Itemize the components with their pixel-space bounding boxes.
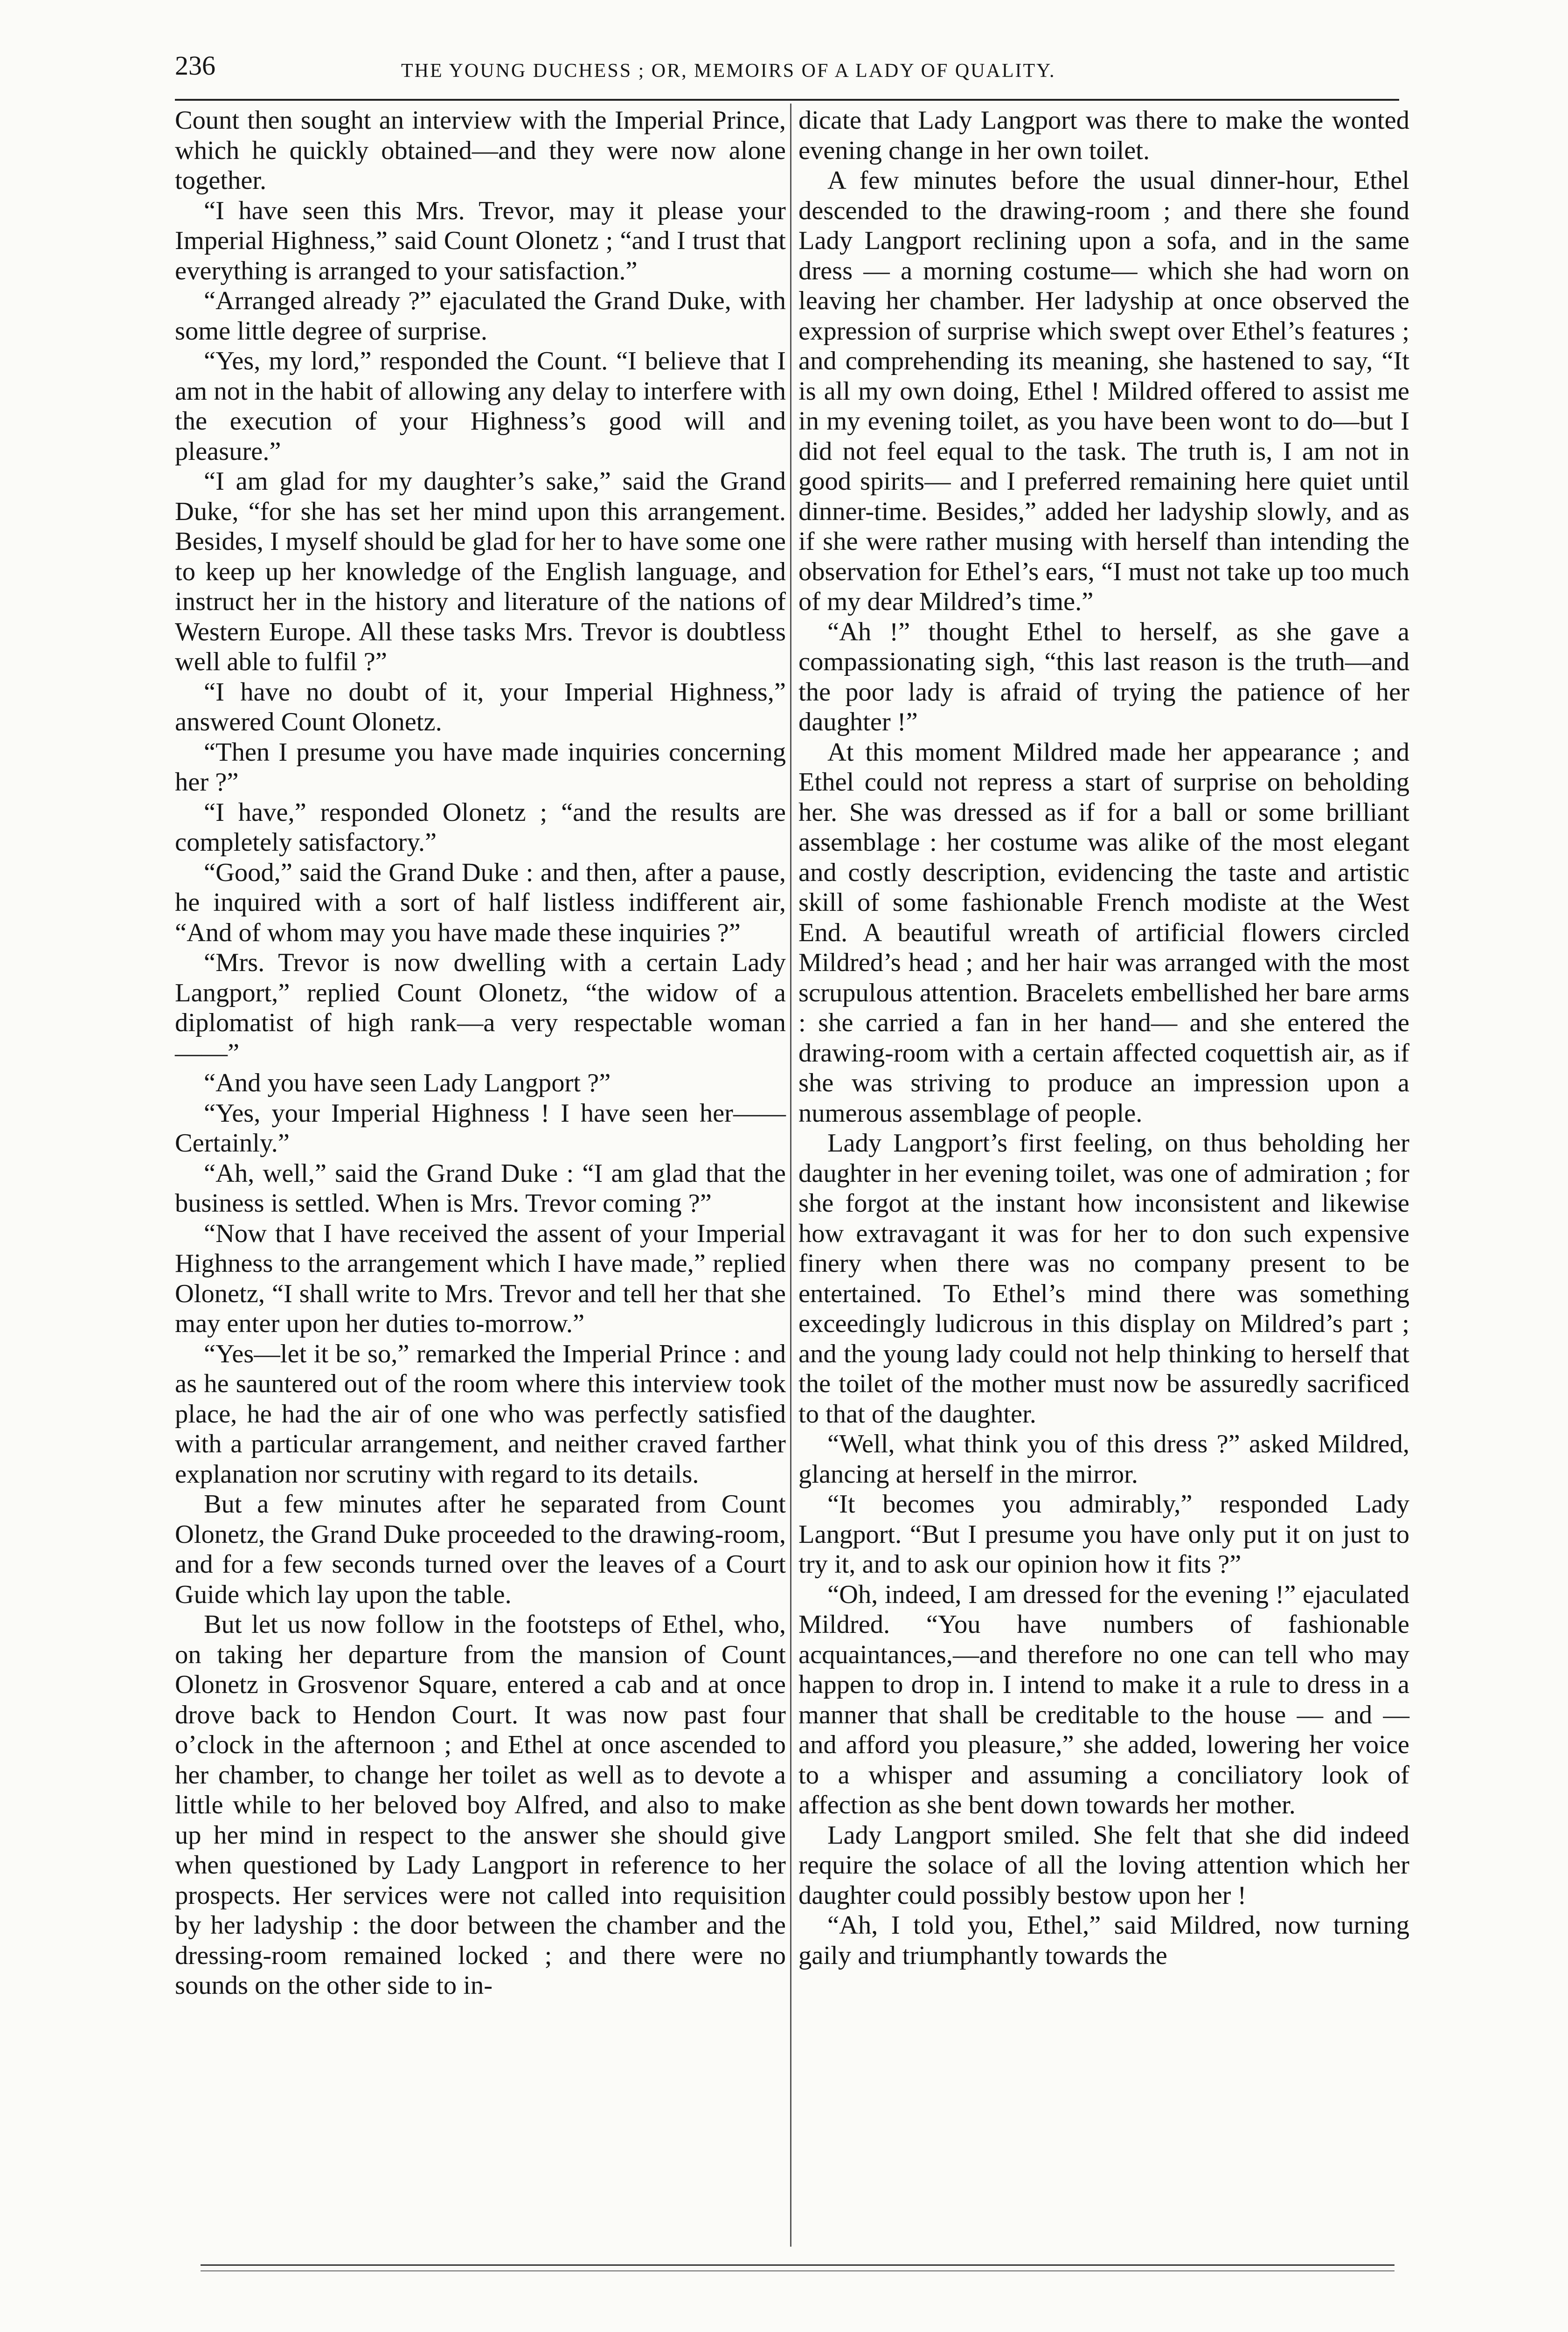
paragraph: “It becomes you admirably,” responded Lady Langport. “But I presume you have only put it on just to try it, and to ask our opinion how it fits ?” [798,1490,1409,1579]
paragraph: “Now that I have received the assent of your Imperial Highness to the arrangement which I have made,” replied Olonetz, “I shall write to Mrs. Trevor and tell her that she may enter upon her duties to-morrow.” [175,1219,786,1338]
left-column [175,105,786,2001]
paragraph: dicate that Lady Langport was there to make the wonted evening change in her own toilet. [798,106,1409,165]
page-number: 236 [175,50,215,81]
paragraph: “I am glad for my daughter’s sake,” said the Grand Duke, “for she has set her mind upon this arrangement. Besides, I myself should be glad for her to have some one to keep up her knowledge of the English language, and instruct her in the history and literature of the nations of Western Europe. All these tasks Mrs. Trevor is doubtless well able to fulfil ?” [175,467,786,676]
paragraph: “I have no doubt of it, your Imperial Highness,” answered Count Olonetz. [175,677,786,736]
paragraph: “Yes, your Imperial Highness ! I have seen her——Certainly.” [175,1098,786,1158]
paragraph: “Then I presume you have made inquiries concerning her ?” [175,737,786,797]
paragraph: “And you have seen Lady Langport ?” [204,1069,611,1097]
header-rule [175,99,1399,101]
paragraph: “Ah !” thought Ethel to herself, as she gave a compassionating sigh, “this last reason is the truth—and the poor lady is afraid of trying the patience of her daughter !” [798,617,1409,736]
paragraph: A few minutes before the usual dinner-hour, Ethel descended to the drawing-room ; and there she found Lady Langport reclining upon a sofa, and in the same dress — a morning costume— which she had worn on leaving her chamber. Her ladyship at once observed the expression of surprise which swept over Ethel’s features ; and comprehending its meaning, she hastened to say, “It is all my own doing, Ethel ! Mildred offered to assist me in my evening toilet, as you have been wont to do—but I did not feel equal to the task. The truth is, I am not in good spirits— and I preferred remaining here quiet until dinner-time. Besides,” added her ladyship slowly, and as if she were rather musing with herself than intending the observation for Ethel’s ears, “I must not take up too much of my dear Mildred’s time.” [798,166,1409,616]
paragraph: “Good,” said the Grand Duke : and then, after a pause, he inquired with a sort of half listless indifferent air, “And of whom may you have made these inquiries ?” [175,858,786,947]
paragraph: “Mrs. Trevor is now dwelling with a certain Lady Langport,” replied Count Olonetz, “the widow of a diplomatist of high rank—a very respectable woman——” [175,948,786,1068]
paragraph: “Yes—let it be so,” remarked the Imperial Prince : and as he sauntered out of the room where this interview took place, he had the air of one who was perfectly satisfied with a particular arrangement, and neither craved farther explanation nor scrutiny with regard to its details. [175,1339,786,1489]
paragraph: “Arranged already ?” ejaculated the Grand Duke, with some little degree of surprise. [175,286,786,346]
footer-rule [201,2270,1395,2271]
paragraph: Lady Langport smiled. She felt that she did indeed require the solace of all the loving attention which her daughter could possibly bestow upon her ! [798,1820,1409,1910]
paragraph: Count then sought an interview with the Imperial Prince, which he quickly obtained—and they were now alone together. [175,106,786,195]
paragraph: “Well, what think you of this dress ?” asked Mildred, glancing at herself in the mirror. [798,1430,1409,1489]
paragraph: “Oh, indeed, I am dressed for the evening !” ejaculated Mildred. “You have numbers of fashionable acquaintances,—and therefore no one can tell who may happen to drop in. I intend to make it a rule to dress in a manner that shall be creditable to the house — and — and afford you pleasure,” she added, lowering her voice to a whisper and assuming a conciliatory look of affection as she bent down towards her mother. [798,1580,1409,1819]
paragraph: “Ah, well,” said the Grand Duke : “I am glad that the business is settled. When is Mrs. Trevor coming ?” [175,1159,786,1218]
paragraph: “I have,” responded Olonetz ; “and the results are completely satisfactory.” [175,798,786,857]
paragraph: “I have seen this Mrs. Trevor, may it please your Imperial Highness,” said Count Olonetz ; “and I trust that everything is arranged to your satisfaction.” [175,196,786,285]
column-divider [790,104,791,2247]
footer-rule [201,2264,1395,2266]
running-head: THE YOUNG DUCHESS ; OR, MEMOIRS OF A LADY OF QUALITY. [401,60,1056,82]
right-column [798,105,1409,1971]
paragraph: Lady Langport’s first feeling, on thus beholding her daughter in her evening toilet, was one of admiration ; for she forgot at the instant how inconsistent and likewise how extravagant it was for her to don such expensive finery when there was no company present to be entertained. To Ethel’s mind there was something exceedingly ludicrous in this display on Mildred’s part ; and the young lady could not help thinking to herself that the toilet of the mother must now be assuredly sacrificed to that of the daughter. [798,1129,1409,1429]
paragraph: But let us now follow in the footsteps of Ethel, who, on taking her departure from the mansion of Count Olonetz in Grosvenor Square, entered a cab and at once drove back to Hendon Court. It was now past four o’clock in the afternoon ; and Ethel at once ascended to her chamber, to change her toilet as well as to devote a little while to her beloved boy Alfred, and also to make up her mind in respect to the answer she should give when questioned by Lady Langport in reference to her prospects. Her services were not called into requisition by her ladyship : the door between the chamber and the dressing-room remained locked ; and there were no sounds on the other side to in- [175,1610,786,2000]
paragraph: “Ah, I told you, Ethel,” said Mildred, now turning gaily and triumphantly towards the [798,1911,1409,1970]
paragraph: “Yes, my lord,” responded the Count. “I believe that I am not in the habit of allowing any delay to interfere with the execution of your Highness’s good will and pleasure.” [175,347,786,466]
paragraph: But a few minutes after he separated from Count Olonetz, the Grand Duke proceeded to the drawing-room, and for a few seconds turned over the leaves of a Court Guide which lay upon the table. [175,1490,786,1609]
paragraph: At this moment Mildred made her appearance ; and Ethel could not repress a start of surprise on beholding her. She was dressed as if for a ball or some brilliant assemblage : her costume was alike of the most elegant and costly description, evidencing the taste and artistic skill of some fashionable French modiste at the West End. A beautiful wreath of artificial flowers circled Mildred’s head ; and her hair was arranged with the most scrupulous attention. Bracelets embellished her bare arms : she carried a fan in her hand— and she entered the drawing-room with a certain affected coquettish air, as if she was striving to produce an impression upon a numerous assemblage of people. [798,737,1409,1128]
